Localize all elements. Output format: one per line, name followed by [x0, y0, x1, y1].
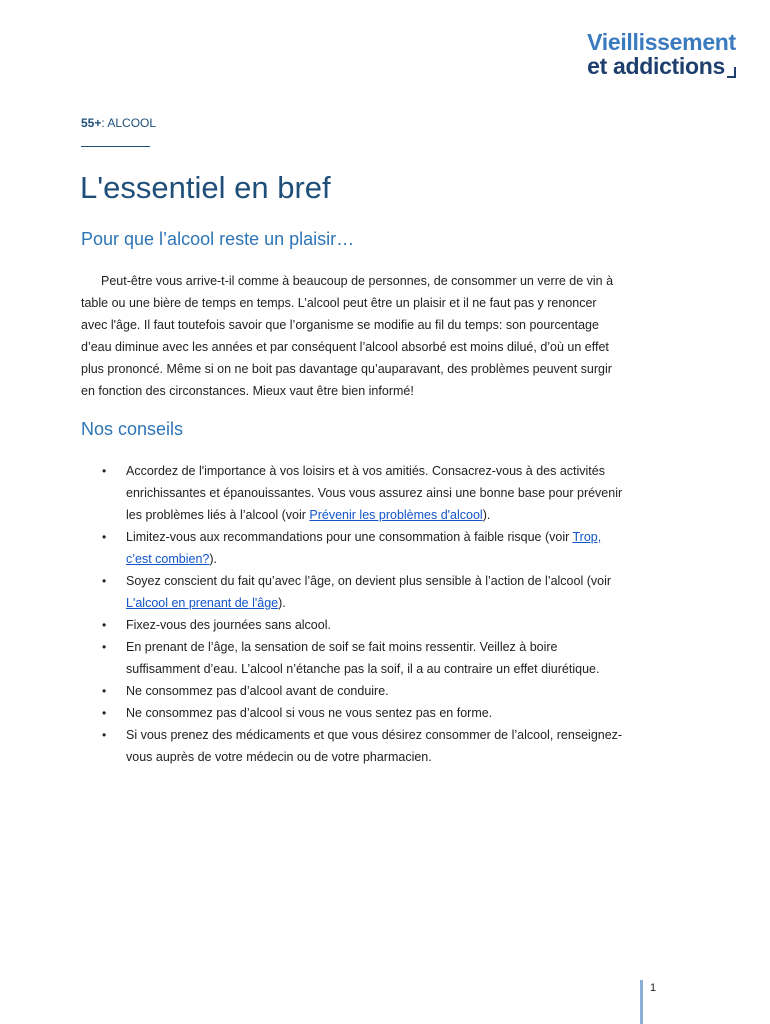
page-title: L'essentiel en bref: [80, 170, 331, 205]
link-trop-cest-combien[interactable]: Trop,: [572, 530, 602, 544]
advice-text-line: suffisamment d’eau. L’alcool n’étanche pas la soif, il a au contraire un effet diurétique.: [126, 662, 600, 676]
series-divider: [81, 146, 150, 147]
logo-word-et: et: [587, 53, 607, 79]
footer-accent-bar: [640, 980, 643, 1024]
link-prevenir-problemes-alcool[interactable]: Prévenir les problèmes d'alcool: [309, 508, 483, 522]
advice-item: [81, 636, 691, 680]
page-subtitle: Pour que l’alcool reste un plaisir…: [81, 229, 355, 249]
advice-text-line: [126, 504, 691, 526]
advice-text: ).: [209, 552, 218, 566]
series-topic: : ALCOOL: [101, 116, 157, 130]
advice-list: [81, 460, 691, 768]
advice-text: les problèmes liés à l’alcool (voir: [126, 508, 310, 522]
advice-text: Limitez-vous aux recommandations pour une consommation à faible risque (voir: [126, 530, 573, 544]
advice-item: [81, 460, 691, 526]
intro-line: en fonction des circonstances. Mieux vaut être bien informé!: [81, 384, 414, 398]
advice-item: [81, 702, 691, 724]
advice-text-line: [126, 526, 691, 548]
advice-text-line: Ne consommez pas d’alcool si vous ne vous sentez pas en forme.: [126, 706, 493, 720]
advice-text: ).: [278, 596, 286, 610]
advice-text: ).: [482, 508, 491, 522]
link-alcool-en-prenant-de-lage[interactable]: L'alcool en prenant de l'âge: [126, 596, 279, 610]
bullet-icon: •: [102, 464, 107, 478]
advice-text-line: Si vous prenez des médicaments et que vous désirez consommer de l’alcool, renseignez-: [126, 728, 623, 742]
logo-line-1: Vieillissement: [587, 29, 736, 55]
bullet-icon: •: [102, 684, 107, 698]
advice-text-line: Ne consommez pas d’alcool avant de conduire.: [126, 684, 389, 698]
series-prefix: 55+: [81, 116, 102, 130]
logo-corner-mark: [727, 67, 736, 78]
intro-line: plus prononcé. Même si on ne boit pas davantage qu’auparavant, des problèmes peuvent surgir: [81, 362, 612, 376]
brand-logo: [587, 30, 736, 78]
advice-item: [81, 614, 691, 636]
page-number: 1: [650, 982, 657, 994]
intro-line: table ou une bière de temps en temps. L’alcool peut être un plaisir et il ne faut pas y renoncer: [81, 296, 597, 310]
advice-text-line: Fixez-vous des journées sans alcool.: [126, 618, 331, 632]
advice-text-line: vous auprès de votre médecin ou de votre pharmacien.: [126, 750, 432, 764]
logo-word-addictions: addictions: [612, 53, 725, 79]
logo-line-2: [587, 54, 736, 78]
series-label: [81, 116, 156, 130]
advice-text-line: [126, 592, 691, 614]
advice-item: [81, 570, 691, 614]
bullet-icon: •: [102, 706, 107, 720]
intro-line: Peut-être vous arrive-t-il comme à beaucoup de personnes, de consommer un verre de vin à: [101, 274, 614, 288]
advice-heading: Nos conseils: [81, 419, 184, 439]
bullet-icon: •: [102, 618, 107, 632]
advice-item: [81, 680, 691, 702]
intro-line: avec l'âge. Il faut toutefois savoir que l’organisme se modifie au fil du temps: son pourcentage: [81, 318, 599, 332]
advice-item: [81, 526, 691, 570]
bullet-icon: •: [102, 574, 107, 588]
intro-line: d’eau diminue avec les années et par conséquent l’alcool absorbé est moins dilué, d’où un effet: [81, 340, 609, 354]
link-trop-cest-combien-cont[interactable]: c’est combien?: [126, 552, 210, 566]
bullet-icon: •: [102, 640, 107, 654]
advice-text-line: Soyez conscient du fait qu’avec l’âge, on devient plus sensible à l’action de l’alcool (voir: [126, 574, 612, 588]
advice-text-line: Accordez de l'importance à vos loisirs et à vos amitiés. Consacrez-vous à des activités: [126, 464, 605, 478]
advice-text-line: enrichissantes et épanouissantes. Vous vous assurez ainsi une bonne base pour prévenir: [126, 486, 623, 500]
bullet-icon: •: [102, 728, 107, 742]
advice-text-line: En prenant de l’âge, la sensation de soif se fait moins ressentir. Veillez à boire: [126, 640, 558, 654]
advice-item: [81, 724, 691, 768]
intro-paragraph: [81, 270, 691, 402]
bullet-icon: •: [102, 530, 107, 544]
advice-text-line: [126, 548, 691, 570]
